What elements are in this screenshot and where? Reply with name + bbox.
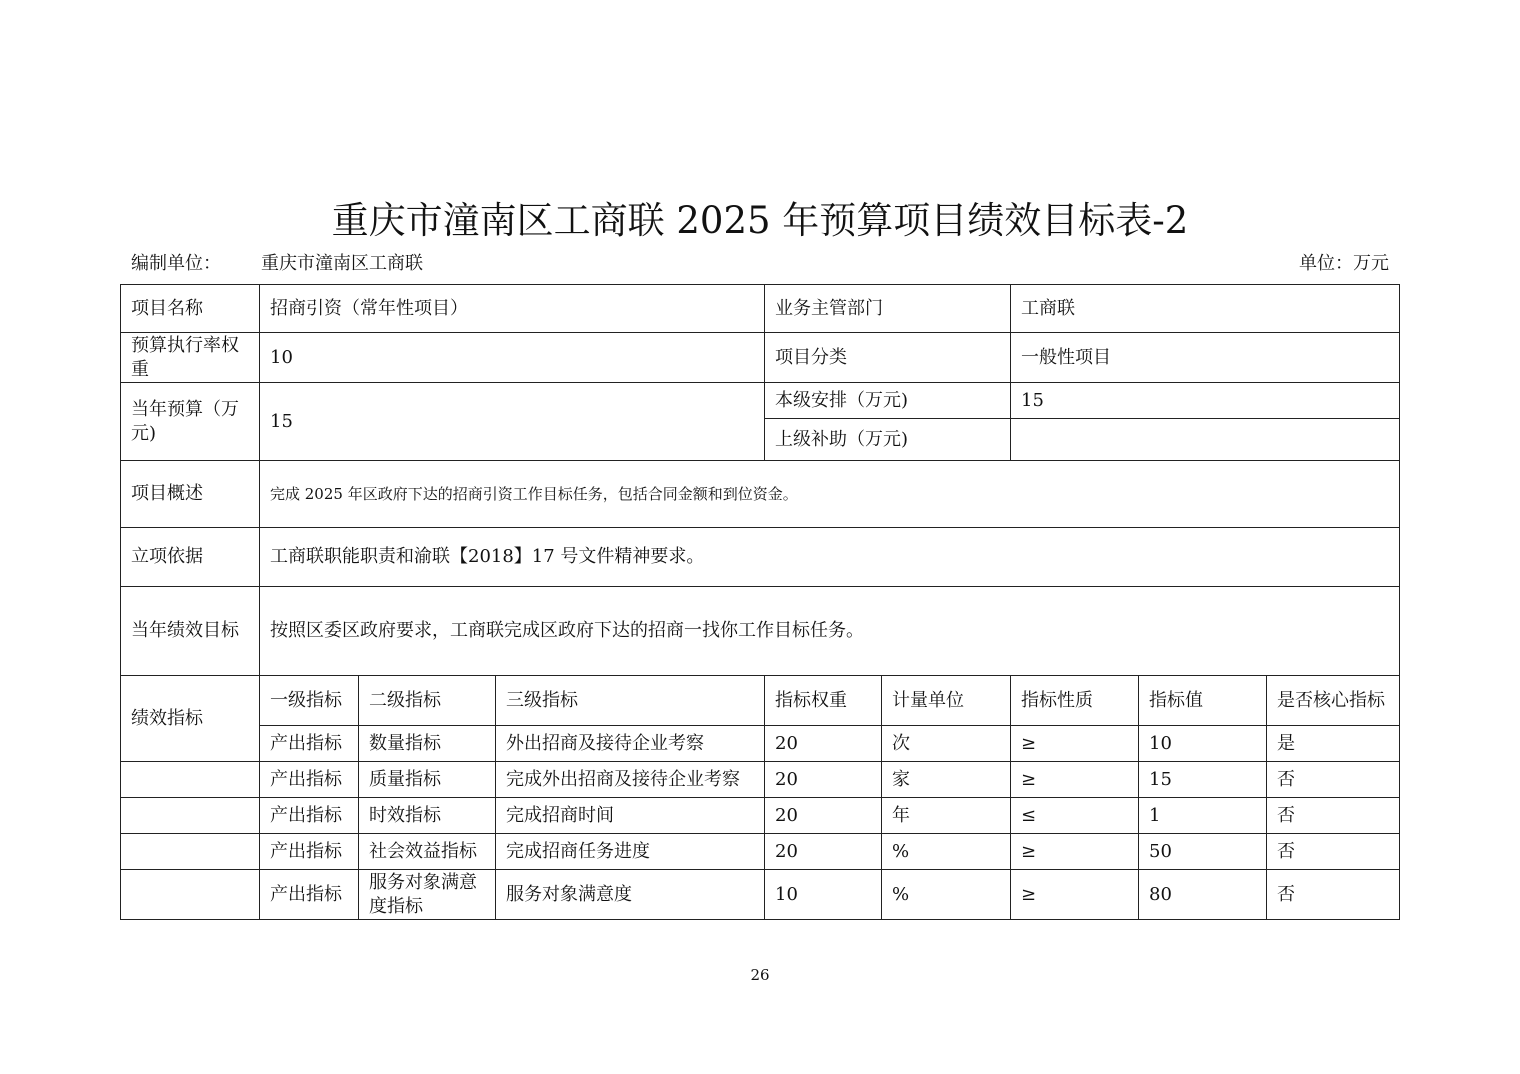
indicator-cell: 否 bbox=[1267, 798, 1400, 834]
row-indicator-headers bbox=[121, 676, 1400, 726]
project-name-value: 招商引资（常年性项目） bbox=[260, 285, 765, 333]
indicator-cell: 产出指标 bbox=[260, 834, 359, 870]
indicator-cell: 产出指标 bbox=[260, 762, 359, 798]
indicator-cell: 完成外出招商及接待企业考察 bbox=[496, 762, 765, 798]
indicator-cell: 社会效益指标 bbox=[359, 834, 496, 870]
unit-line bbox=[1299, 249, 1389, 275]
header-cell: 指标性质 bbox=[1011, 676, 1139, 726]
overview-label: 项目概述 bbox=[121, 461, 260, 528]
page-number: 26 bbox=[750, 966, 770, 984]
header-cell: 指标权重 bbox=[765, 676, 882, 726]
unit-label: 单位： bbox=[1299, 253, 1353, 274]
upper-label: 上级补助（万元) bbox=[765, 419, 1011, 461]
local-value: 15 bbox=[1011, 383, 1400, 419]
empty-cell bbox=[121, 834, 260, 870]
indicator-cell: 10 bbox=[1139, 726, 1267, 762]
indicator-cell: 10 bbox=[765, 870, 882, 920]
indicator-cell: ≤ bbox=[1011, 798, 1139, 834]
indicator-cell: 15 bbox=[1139, 762, 1267, 798]
indicator-cell: 否 bbox=[1267, 762, 1400, 798]
indicator-cell: % bbox=[882, 834, 1011, 870]
indicators-section-label: 绩效指标 bbox=[121, 676, 260, 762]
row-goal bbox=[121, 587, 1400, 676]
indicator-cell: 20 bbox=[765, 798, 882, 834]
goal-label: 当年绩效目标 bbox=[121, 587, 260, 676]
empty-cell bbox=[121, 762, 260, 798]
row-project-name bbox=[121, 285, 1400, 333]
indicator-cell: 完成招商时间 bbox=[496, 798, 765, 834]
org-label: 编制单位： bbox=[131, 253, 221, 274]
indicator-cell: 1 bbox=[1139, 798, 1267, 834]
empty-cell bbox=[121, 870, 260, 920]
dept-label: 业务主管部门 bbox=[765, 285, 1011, 333]
indicator-cell: 产出指标 bbox=[260, 870, 359, 920]
header-cell: 三级指标 bbox=[496, 676, 765, 726]
indicator-cell: 服务对象满意度 bbox=[496, 870, 765, 920]
indicator-cell: 数量指标 bbox=[359, 726, 496, 762]
empty-cell bbox=[121, 798, 260, 834]
budget-value: 15 bbox=[260, 383, 765, 461]
indicator-cell: ≥ bbox=[1011, 762, 1139, 798]
indicator-cell: % bbox=[882, 870, 1011, 920]
unit-value: 万元 bbox=[1353, 253, 1389, 274]
row-overview bbox=[121, 461, 1400, 528]
indicator-cell: 家 bbox=[882, 762, 1011, 798]
header-cell: 是否核心指标 bbox=[1267, 676, 1400, 726]
upper-value bbox=[1011, 419, 1400, 461]
header-cell: 一级指标 bbox=[260, 676, 359, 726]
row-basis bbox=[121, 528, 1400, 587]
header-cell: 计量单位 bbox=[882, 676, 1011, 726]
dept-value: 工商联 bbox=[1011, 285, 1400, 333]
indicator-cell: 外出招商及接待企业考察 bbox=[496, 726, 765, 762]
indicator-cell: 服务对象满意度指标 bbox=[359, 870, 496, 920]
indicator-cell: 是 bbox=[1267, 726, 1400, 762]
table-row bbox=[121, 834, 1400, 870]
indicator-cell: 50 bbox=[1139, 834, 1267, 870]
indicator-cell: 产出指标 bbox=[260, 798, 359, 834]
indicator-cell: 20 bbox=[765, 834, 882, 870]
indicator-cell: 产出指标 bbox=[260, 726, 359, 762]
basis-label: 立项依据 bbox=[121, 528, 260, 587]
row-budget bbox=[121, 383, 1400, 419]
indicator-cell: 年 bbox=[882, 798, 1011, 834]
indicator-cell: ≥ bbox=[1011, 834, 1139, 870]
exec-weight-label: 预算执行率权重 bbox=[121, 333, 260, 383]
budget-label: 当年预算（万元) bbox=[121, 383, 260, 461]
document-title: 重庆市潼南区工商联 2025 年预算项目绩效目标表-2 bbox=[331, 199, 1189, 242]
table-row bbox=[121, 726, 1400, 762]
project-name-label: 项目名称 bbox=[121, 285, 260, 333]
indicator-cell: 否 bbox=[1267, 834, 1400, 870]
header-cell: 指标值 bbox=[1139, 676, 1267, 726]
indicator-cell: 次 bbox=[882, 726, 1011, 762]
row-exec-weight bbox=[121, 333, 1400, 383]
overview-value: 完成 2025 年区政府下达的招商引资工作目标任务，包括合同金额和到位资金。 bbox=[260, 461, 1400, 528]
indicator-cell: ≥ bbox=[1011, 870, 1139, 920]
org-value: 重庆市潼南区工商联 bbox=[261, 253, 423, 274]
header-cell: 二级指标 bbox=[359, 676, 496, 726]
performance-table bbox=[120, 284, 1400, 920]
indicator-cell: 否 bbox=[1267, 870, 1400, 920]
table-row bbox=[121, 762, 1400, 798]
local-label: 本级安排（万元) bbox=[765, 383, 1011, 419]
basis-value: 工商联职能职责和渝联【2018】17 号文件精神要求。 bbox=[260, 528, 1400, 587]
table-row bbox=[121, 870, 1400, 920]
exec-weight-value: 10 bbox=[260, 333, 765, 383]
category-label: 项目分类 bbox=[765, 333, 1011, 383]
goal-value: 按照区委区政府要求，工商联完成区政府下达的招商一找你工作目标任务。 bbox=[260, 587, 1400, 676]
category-value: 一般性项目 bbox=[1011, 333, 1400, 383]
indicator-cell: ≥ bbox=[1011, 726, 1139, 762]
table-row bbox=[121, 798, 1400, 834]
indicator-cell: 80 bbox=[1139, 870, 1267, 920]
indicator-cell: 质量指标 bbox=[359, 762, 496, 798]
indicator-cell: 20 bbox=[765, 726, 882, 762]
org-line bbox=[131, 249, 423, 275]
indicator-cell: 完成招商任务进度 bbox=[496, 834, 765, 870]
indicator-cell: 20 bbox=[765, 762, 882, 798]
indicator-cell: 时效指标 bbox=[359, 798, 496, 834]
